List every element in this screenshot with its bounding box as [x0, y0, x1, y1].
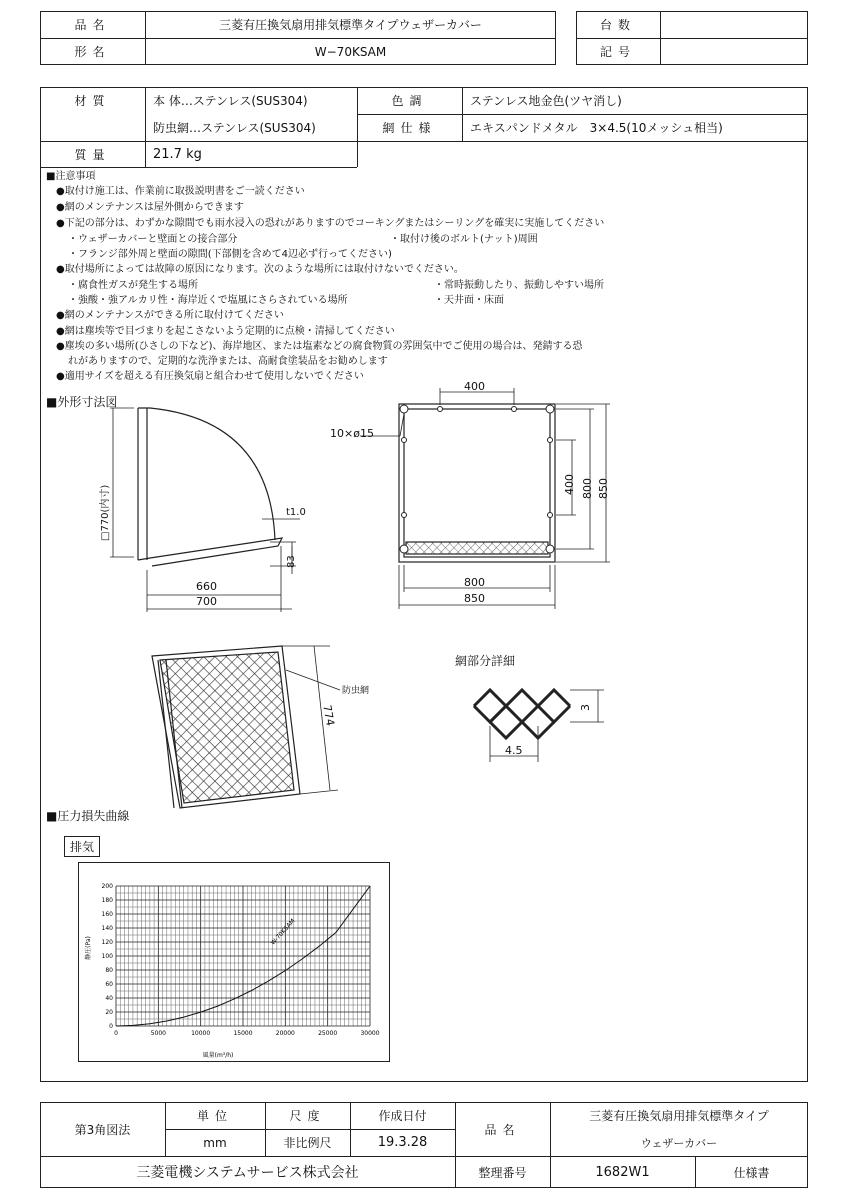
net-view [152, 646, 340, 808]
header-name-label: 品名 [74, 18, 111, 32]
dim-850-bottom: 850 [464, 592, 485, 605]
footer-name-line2: ウェザーカバー [640, 1136, 718, 1150]
note-line: ・強酸・強アルカリ性・海岸近くで塩風にさらされている場所 [68, 295, 348, 306]
dim-800-side: 800 [581, 478, 594, 499]
dim-850-side: 850 [597, 478, 610, 499]
mesh-detail [474, 690, 604, 762]
footer-ref-label: 整理番号 [478, 1165, 527, 1180]
footer-scale-label: 尺度 [289, 1109, 326, 1123]
x-tick-label: 15000 [233, 1030, 253, 1037]
y-tick-label: 0 [109, 1023, 113, 1030]
note-line: ・ウェザーカバーと壁面との接合部分 [68, 234, 238, 245]
note-line: ・フランジ部外周と壁面の隙間(下部側を含めて4辺必ず行ってください) [68, 249, 392, 260]
header-model-label: 形名 [74, 45, 111, 59]
x-axis-label: 風量(m³/h) [202, 1052, 234, 1059]
footer-name-label: 品名 [484, 1122, 521, 1137]
detail-45: 4.5 [505, 744, 523, 757]
dim-400-top: 400 [464, 380, 485, 393]
spec-material-net: 防虫網…ステンレス(SUS304) [153, 121, 316, 135]
detail-3: 3 [579, 704, 592, 711]
y-tick-label: 40 [105, 995, 113, 1002]
dim-83: 83 [286, 555, 297, 568]
note-line: ●網のメンテナンスができる所に取付けてください [56, 310, 284, 321]
y-tick-label: 60 [105, 981, 113, 988]
note-line: ●下記の部分は、わずかな隙間でも雨水浸入の恐れがありますのでコーキングまたはシーリングを確実に実施してください [56, 218, 605, 229]
note-line: ●取付け施工は、作業前に取扱説明書をご一読ください [56, 186, 305, 197]
y-axis-label: 静圧(Pa) [85, 936, 92, 960]
y-tick-label: 120 [101, 939, 113, 946]
outline-title: ■外形寸法図 [46, 395, 118, 409]
dim-800-bottom: 800 [464, 576, 485, 589]
y-tick-label: 80 [105, 967, 113, 974]
spec-color-value: ステンレス地金色(ツヤ消し) [470, 94, 622, 108]
note-line: ●適用サイズを超える有圧換気扇と組合わせて使用しないでください [56, 371, 364, 382]
y-tick-label: 100 [101, 953, 113, 960]
y-tick-label: 140 [101, 925, 113, 932]
spec-material-body: 本 体…ステンレス(SUS304) [153, 94, 308, 108]
pressure-chart [78, 862, 390, 1062]
x-tick-label: 0 [114, 1030, 118, 1037]
dim-t: t1.0 [286, 507, 306, 518]
dim-660: 660 [196, 580, 217, 593]
spec-net-label: 網仕様 [382, 121, 437, 135]
pressure-title: ■圧力損失曲線 [46, 809, 130, 823]
footer-doc-type: 仕様書 [733, 1165, 770, 1180]
spec-mass-label: 質量 [74, 147, 111, 162]
detail-title: 網部分詳細 [455, 654, 516, 668]
x-tick-label: 10000 [191, 1030, 211, 1037]
net-label: 防虫網 [342, 686, 370, 696]
footer-name-line1: 三菱有圧換気扇用排気標準タイプ [589, 1109, 769, 1123]
footer-unit-value: mm [203, 1135, 227, 1150]
note-line: ●取付場所によっては故障の原因になります。次のような場所には取付けないでください。 [56, 264, 464, 275]
spec-mass-value: 21.7 kg [153, 146, 202, 162]
front-view [360, 388, 610, 609]
note-line: ●網のメンテナンスは屋外側からできます [56, 202, 244, 213]
note-line: ●網は塵埃等で目づまりを起こさないよう定期的に点検・清掃してください [56, 326, 395, 337]
dim-774: 774 [320, 703, 337, 727]
footer-unit-label: 単位 [196, 1109, 233, 1123]
note-line: ●塵埃の多い場所(ひさしの下など)、海岸地区、または塩素などの腐食物質の雰囲気中でご使用の場合は、発錆する恐 [56, 341, 583, 352]
y-tick-label: 180 [101, 897, 113, 904]
footer-date-label: 作成日付 [378, 1109, 427, 1123]
x-tick-label: 25000 [318, 1030, 338, 1037]
note-line: ・天井面・床面 [434, 295, 504, 306]
y-tick-label: 20 [105, 1009, 113, 1016]
dim-700: 700 [196, 595, 217, 608]
x-tick-label: 5000 [150, 1030, 166, 1037]
y-tick-label: 160 [101, 911, 113, 918]
notes-title: ■注意事項 [46, 171, 96, 182]
series-label: W-70KSAM [269, 917, 297, 947]
footer-projection: 第3角図法 [74, 1122, 131, 1137]
note-line: ・取付け後のボルト(ナット)周囲 [390, 234, 538, 245]
footer-date-value: 19.3.28 [377, 1135, 428, 1150]
header-model-value: W−70KSAM [314, 44, 387, 59]
x-tick-label: 20000 [275, 1030, 295, 1037]
header-qty-label: 台数 [599, 18, 636, 32]
note-line: ・腐食性ガスが発生する場所 [68, 280, 198, 291]
footer-scale-value: 非比例尺 [283, 1136, 332, 1150]
footer-company: 三菱電機システムサービス株式会社 [136, 1165, 359, 1181]
spec-color-label: 色調 [391, 94, 428, 108]
spec-material-label: 材質 [74, 94, 111, 108]
x-tick-label: 30000 [360, 1030, 380, 1037]
note-line: れがありますので、定期的な洗浄または、高耐食塗装品をお勧めします [68, 356, 388, 367]
pressure-mode: 排気 [64, 836, 100, 857]
spec-net-value: エキスパンドメタル 3×4.5(10メッシュ相当) [470, 121, 723, 135]
header-mark-label: 記号 [599, 45, 636, 59]
dim-400-side: 400 [563, 474, 576, 495]
header-name-value: 三菱有圧換気扇用排気標準タイプウェザーカバー [219, 18, 482, 32]
dim-770: □770(内寸) [100, 484, 111, 541]
footer-ref-value: 1682W1 [595, 1164, 650, 1180]
y-tick-label: 200 [101, 883, 113, 890]
note-line: ・常時振動したり、振動しやすい場所 [434, 280, 604, 291]
dim-holes: 10×ø15 [330, 427, 374, 440]
